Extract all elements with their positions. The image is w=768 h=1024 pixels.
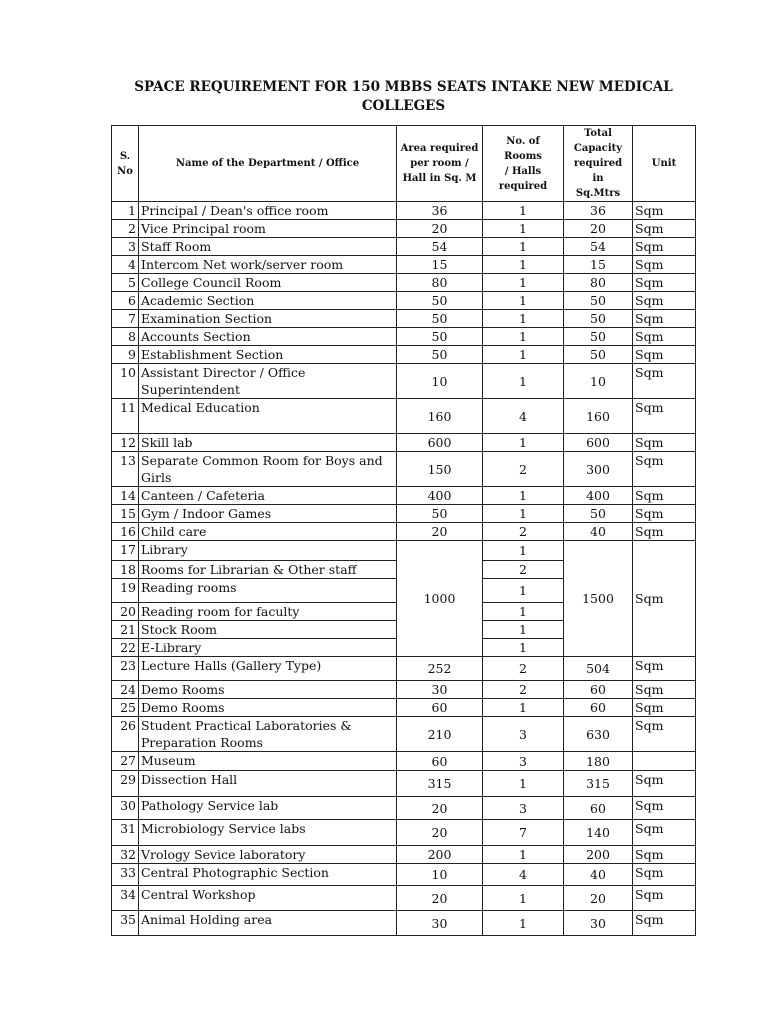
- table-row: [112, 292, 696, 310]
- row-sno: 4: [112, 256, 139, 274]
- row-sno: 13: [112, 452, 139, 487]
- row-sno: 8: [112, 328, 139, 346]
- row-department: Skill lab: [139, 434, 397, 452]
- row-rooms: 1: [483, 346, 564, 364]
- row-rooms: 3: [483, 752, 564, 771]
- table-row: [112, 452, 696, 487]
- row-area: 20: [397, 523, 483, 541]
- row-sno: 9: [112, 346, 139, 364]
- table-header-row: [112, 126, 696, 202]
- row-rooms: 2: [483, 523, 564, 541]
- row-department: Lecture Halls (Gallery Type): [139, 657, 397, 681]
- row-total: 600: [564, 434, 633, 452]
- row-unit: Sqm: [633, 399, 696, 434]
- row-area: 36: [397, 202, 483, 220]
- table-row: [112, 274, 696, 292]
- row-total: 50: [564, 346, 633, 364]
- row-total: 50: [564, 292, 633, 310]
- table-row: [112, 238, 696, 256]
- row-department: Demo Rooms: [139, 681, 397, 699]
- row-area: 200: [397, 846, 483, 864]
- row-unit: Sqm: [633, 487, 696, 505]
- row-rooms: 1: [483, 364, 564, 399]
- row-unit: Sqm: [633, 238, 696, 256]
- row-rooms: 7: [483, 820, 564, 846]
- row-rooms: 1: [483, 579, 564, 603]
- header-department-name: Name of the Department / Office: [139, 126, 397, 202]
- row-unit: Sqm: [633, 681, 696, 699]
- row-unit: Sqm: [633, 346, 696, 364]
- row-sno: 10: [112, 364, 139, 399]
- row-department: Stock Room: [139, 621, 397, 639]
- row-unit: Sqm: [633, 202, 696, 220]
- row-rooms: 3: [483, 717, 564, 752]
- table-row: [112, 399, 696, 434]
- table-row: [112, 846, 696, 864]
- row-area: 252: [397, 657, 483, 681]
- row-area: 160: [397, 399, 483, 434]
- row-sno: 22: [112, 639, 139, 657]
- header-unit: Unit: [633, 126, 696, 202]
- row-area: 10: [397, 864, 483, 886]
- library-group-total: 1500: [564, 541, 633, 657]
- row-area: 50: [397, 328, 483, 346]
- table-row: [112, 487, 696, 505]
- row-total: 15: [564, 256, 633, 274]
- row-department: Child care: [139, 523, 397, 541]
- row-unit: Sqm: [633, 274, 696, 292]
- row-department: Central Workshop: [139, 886, 397, 911]
- row-total: 40: [564, 864, 633, 886]
- table-row: [112, 911, 696, 936]
- row-unit: Sqm: [633, 328, 696, 346]
- row-total: 36: [564, 202, 633, 220]
- table-row: [112, 256, 696, 274]
- row-sno: 15: [112, 505, 139, 523]
- row-department: Central Photographic Section: [139, 864, 397, 886]
- row-rooms: 2: [483, 681, 564, 699]
- row-unit: Sqm: [633, 310, 696, 328]
- table-row: [112, 657, 696, 681]
- row-area: 50: [397, 310, 483, 328]
- row-area: 20: [397, 220, 483, 238]
- row-rooms: 1: [483, 886, 564, 911]
- row-rooms: 4: [483, 399, 564, 434]
- table-row: [112, 202, 696, 220]
- row-department: Pathology Service lab: [139, 797, 397, 820]
- row-area: 60: [397, 752, 483, 771]
- row-rooms: 1: [483, 487, 564, 505]
- page-title: [112, 78, 695, 116]
- row-sno: 11: [112, 399, 139, 434]
- row-unit: Sqm: [633, 523, 696, 541]
- row-department: Library: [139, 541, 397, 561]
- table-row: [112, 346, 696, 364]
- row-sno: 7: [112, 310, 139, 328]
- row-rooms: 1: [483, 238, 564, 256]
- row-department: Staff Room: [139, 238, 397, 256]
- row-unit: Sqm: [633, 820, 696, 846]
- row-department: Assistant Director / Office Superintendent: [139, 364, 397, 399]
- row-rooms: 2: [483, 452, 564, 487]
- row-unit: Sqm: [633, 911, 696, 936]
- row-rooms: 1: [483, 434, 564, 452]
- row-sno: 32: [112, 846, 139, 864]
- row-rooms: 3: [483, 797, 564, 820]
- table-row: [112, 752, 696, 771]
- row-area: 80: [397, 274, 483, 292]
- row-unit: Sqm: [633, 292, 696, 310]
- row-rooms: 1: [483, 639, 564, 657]
- row-department: Academic Section: [139, 292, 397, 310]
- row-unit: Sqm: [633, 505, 696, 523]
- row-rooms: 1: [483, 310, 564, 328]
- table-row: [112, 434, 696, 452]
- row-sno: 35: [112, 911, 139, 936]
- row-rooms: 1: [483, 911, 564, 936]
- row-total: 10: [564, 364, 633, 399]
- row-department: Reading room for faculty: [139, 603, 397, 621]
- row-total: 60: [564, 681, 633, 699]
- row-department: College Council Room: [139, 274, 397, 292]
- row-area: 10: [397, 364, 483, 399]
- row-sno: 20: [112, 603, 139, 621]
- row-sno: 26: [112, 717, 139, 752]
- row-area: 20: [397, 886, 483, 911]
- library-group-unit: Sqm: [633, 541, 696, 657]
- space-requirement-table: [111, 125, 696, 936]
- table-row: [112, 797, 696, 820]
- row-rooms: 1: [483, 771, 564, 797]
- table-row: [112, 820, 696, 846]
- table-row: [112, 541, 696, 561]
- row-total: 60: [564, 699, 633, 717]
- row-unit: Sqm: [633, 256, 696, 274]
- row-total: 180: [564, 752, 633, 771]
- row-total: 400: [564, 487, 633, 505]
- row-rooms: 1: [483, 505, 564, 523]
- row-rooms: 1: [483, 699, 564, 717]
- row-sno: 3: [112, 238, 139, 256]
- row-sno: 31: [112, 820, 139, 846]
- table-row: [112, 681, 696, 699]
- row-total: 50: [564, 310, 633, 328]
- row-total: 54: [564, 238, 633, 256]
- row-sno: 18: [112, 561, 139, 579]
- row-department: Dissection Hall: [139, 771, 397, 797]
- row-rooms: 2: [483, 561, 564, 579]
- row-unit: Sqm: [633, 864, 696, 886]
- table-row: [112, 699, 696, 717]
- row-sno: 34: [112, 886, 139, 911]
- row-department: Student Practical Laboratories & Preparation Rooms: [139, 717, 397, 752]
- row-sno: 21: [112, 621, 139, 639]
- row-area: 20: [397, 820, 483, 846]
- row-unit: Sqm: [633, 699, 696, 717]
- row-unit: [633, 752, 696, 771]
- page-title-line-2: COLLEGES: [361, 98, 446, 114]
- row-total: 50: [564, 505, 633, 523]
- row-area: 54: [397, 238, 483, 256]
- row-total: 160: [564, 399, 633, 434]
- row-rooms: 1: [483, 603, 564, 621]
- row-total: 80: [564, 274, 633, 292]
- row-rooms: 1: [483, 541, 564, 561]
- row-sno: 27: [112, 752, 139, 771]
- row-department: Establishment Section: [139, 346, 397, 364]
- row-department: Microbiology Service labs: [139, 820, 397, 846]
- table-row: [112, 328, 696, 346]
- row-rooms: 1: [483, 292, 564, 310]
- row-total: 315: [564, 771, 633, 797]
- table-row: [112, 505, 696, 523]
- table-row: [112, 523, 696, 541]
- row-rooms: 1: [483, 846, 564, 864]
- row-rooms: 1: [483, 274, 564, 292]
- row-sno: 19: [112, 579, 139, 603]
- row-unit: Sqm: [633, 846, 696, 864]
- row-sno: 33: [112, 864, 139, 886]
- library-group-area: 1000: [397, 541, 483, 657]
- row-unit: Sqm: [633, 771, 696, 797]
- row-total: 140: [564, 820, 633, 846]
- row-area: 15: [397, 256, 483, 274]
- row-unit: Sqm: [633, 452, 696, 487]
- row-total: 300: [564, 452, 633, 487]
- row-department: Principal / Dean's office room: [139, 202, 397, 220]
- row-unit: Sqm: [633, 220, 696, 238]
- row-rooms: 1: [483, 202, 564, 220]
- row-sno: 12: [112, 434, 139, 452]
- row-unit: Sqm: [633, 657, 696, 681]
- row-unit: Sqm: [633, 717, 696, 752]
- row-total: 30: [564, 911, 633, 936]
- row-area: 50: [397, 346, 483, 364]
- row-sno: 5: [112, 274, 139, 292]
- row-unit: Sqm: [633, 797, 696, 820]
- row-department: Museum: [139, 752, 397, 771]
- row-area: 50: [397, 505, 483, 523]
- table-row: [112, 220, 696, 238]
- row-total: 200: [564, 846, 633, 864]
- row-total: 504: [564, 657, 633, 681]
- header-total-capacity: Total Capacity required in Sq.Mtrs: [564, 126, 633, 202]
- table-row: [112, 310, 696, 328]
- row-sno: 6: [112, 292, 139, 310]
- header-area-required: Area required per room / Hall in Sq. M: [397, 126, 483, 202]
- row-department: E-Library: [139, 639, 397, 657]
- row-rooms: 1: [483, 621, 564, 639]
- table-row: [112, 717, 696, 752]
- header-sno: S. No: [112, 126, 139, 202]
- row-total: 20: [564, 220, 633, 238]
- row-department: Examination Section: [139, 310, 397, 328]
- row-department: Intercom Net work/server room: [139, 256, 397, 274]
- row-sno: 16: [112, 523, 139, 541]
- row-area: 400: [397, 487, 483, 505]
- row-department: Separate Common Room for Boys and Girls: [139, 452, 397, 487]
- row-area: 30: [397, 681, 483, 699]
- row-total: 40: [564, 523, 633, 541]
- row-area: 315: [397, 771, 483, 797]
- row-sno: 17: [112, 541, 139, 561]
- table-row: [112, 886, 696, 911]
- row-unit: Sqm: [633, 886, 696, 911]
- row-total: 60: [564, 797, 633, 820]
- row-department: Canteen / Cafeteria: [139, 487, 397, 505]
- row-department: Vrology Sevice laboratory: [139, 846, 397, 864]
- row-rooms: 1: [483, 328, 564, 346]
- row-rooms: 2: [483, 657, 564, 681]
- row-area: 20: [397, 797, 483, 820]
- row-department: Medical Education: [139, 399, 397, 434]
- row-unit: Sqm: [633, 434, 696, 452]
- table-row: [112, 364, 696, 399]
- row-unit: Sqm: [633, 364, 696, 399]
- row-total: 20: [564, 886, 633, 911]
- row-department: Accounts Section: [139, 328, 397, 346]
- row-department: Vice Principal room: [139, 220, 397, 238]
- row-rooms: 1: [483, 256, 564, 274]
- row-sno: 30: [112, 797, 139, 820]
- page-title-line-1: SPACE REQUIREMENT FOR 150 MBBS SEATS INTAKE NEW MEDICAL: [134, 79, 673, 95]
- row-area: 30: [397, 911, 483, 936]
- row-department: Rooms for Librarian & Other staff: [139, 561, 397, 579]
- row-sno: 1: [112, 202, 139, 220]
- row-department: Reading rooms: [139, 579, 397, 603]
- row-department: Demo Rooms: [139, 699, 397, 717]
- row-rooms: 4: [483, 864, 564, 886]
- row-department: Gym / Indoor Games: [139, 505, 397, 523]
- row-department: Animal Holding area: [139, 911, 397, 936]
- row-sno: 29: [112, 771, 139, 797]
- row-area: 150: [397, 452, 483, 487]
- row-area: 50: [397, 292, 483, 310]
- row-area: 600: [397, 434, 483, 452]
- row-sno: 23: [112, 657, 139, 681]
- row-sno: 25: [112, 699, 139, 717]
- row-rooms: 1: [483, 220, 564, 238]
- row-sno: 14: [112, 487, 139, 505]
- table-row: [112, 771, 696, 797]
- row-sno: 2: [112, 220, 139, 238]
- row-sno: 24: [112, 681, 139, 699]
- table-row: [112, 864, 696, 886]
- row-total: 50: [564, 328, 633, 346]
- row-area: 60: [397, 699, 483, 717]
- header-rooms-required: No. of Rooms / Halls required: [483, 126, 564, 202]
- row-total: 630: [564, 717, 633, 752]
- row-area: 210: [397, 717, 483, 752]
